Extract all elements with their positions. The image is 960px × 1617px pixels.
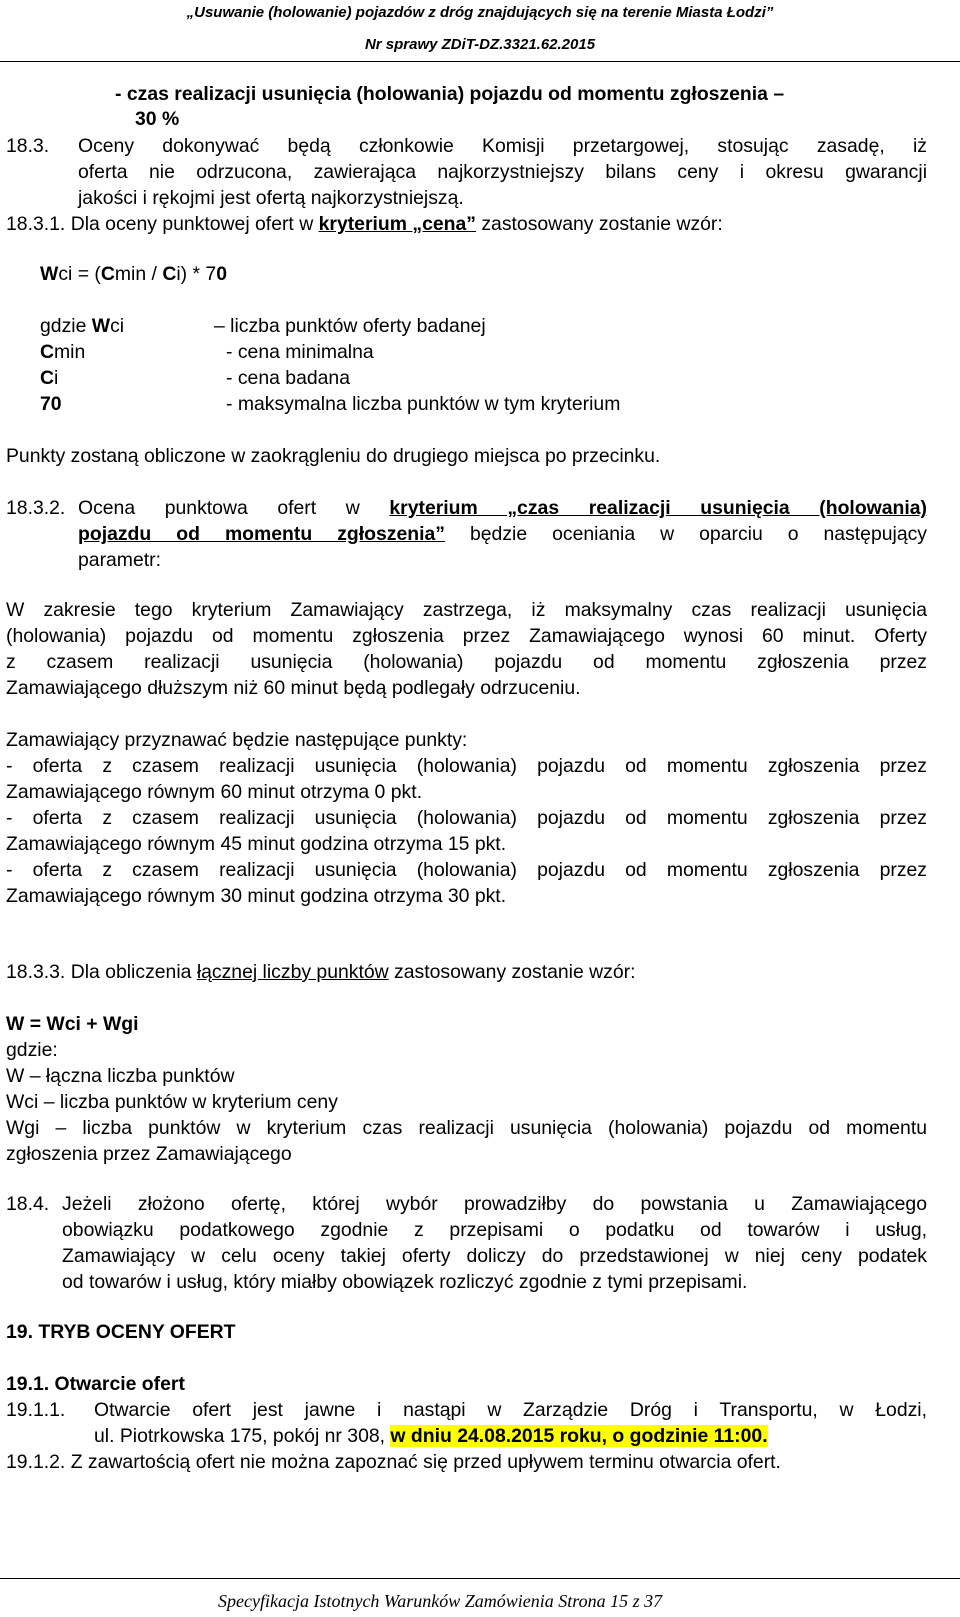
section-18-3-2-line3: parametr:	[78, 549, 161, 571]
points-item-60-line2: Zamawiającego równym 60 minut otrzyma 0 pkt.	[6, 781, 422, 803]
section-18-3-3: 18.3.3. Dla obliczenia łącznej liczby punktów zastosowany zostanie wzór:	[6, 961, 636, 983]
price-formula: Wci = (Cmin / Ci) * 70	[40, 263, 227, 285]
total-formula-where: gdzie:	[6, 1039, 58, 1061]
section-18-3-line1: Oceny dokonywać będą członkowie Komisji przetargowej, stosując zasadę, iż	[78, 135, 927, 157]
section-18-4-line1: Jeżeli złożono ofertę, której wybór prowadziłby do powstania u Zamawiającego	[62, 1193, 927, 1215]
points-item-60-line1: - oferta z czasem realizacji usunięcia (holowania) pojazdu od momentu zgłoszenia przez	[6, 755, 927, 777]
points-item-30-line1: - oferta z czasem realizacji usunięcia (holowania) pojazdu od momentu zgłoszenia przez	[6, 859, 927, 881]
where-cmin-term: Cmin	[40, 341, 86, 363]
page-total: 37	[644, 1591, 663, 1611]
where-70-term: 70	[40, 393, 62, 415]
section-18-3-2-line1: Ocena punktowa ofert w kryterium „czas realizacji usunięcia (holowania)	[78, 497, 928, 519]
criterion-time-label: kryterium „czas realizacji usunięcia (holowania)	[389, 497, 928, 519]
section-18-4-line3: Zamawiający w celu oceny takiej oferty doliczy do przedstawionej w niej ceny podatek	[62, 1245, 927, 1267]
section-18-3-2-number: 18.3.2.	[6, 497, 66, 519]
opening-date-highlight: w dniu 24.08.2015 roku, o godzinie 11:00.	[390, 1425, 768, 1447]
section-19-1-1-number: 19.1.1.	[6, 1399, 66, 1421]
section-18-3-line3: jakości i rękojmi jest ofertą najkorzystniejszą.	[78, 187, 464, 209]
total-points-label: łącznej liczby punktów	[196, 961, 389, 983]
section-18-4-line2: obowiązku podatkowego zgodnie z przepisami o podatku od towarów i usług,	[62, 1219, 927, 1241]
paragraph-max-time-3: z czasem realizacji usunięcia (holowania) pojazdu od momentu zgłoszenia przez	[6, 651, 927, 673]
section-18-3-3-number: 18.3.3.	[6, 961, 66, 983]
header-title: „Usuwanie (holowanie) pojazdów z dróg znajdujących się na terenie Miasta Łodzi”	[186, 4, 774, 21]
section-18-3-1-pre: Dla oceny punktowej ofert w	[70, 213, 314, 235]
section-19-1-2: 19.1.2. Z zawartością ofert nie można zapoznać się przed upływem terminu otwarcia ofert.	[6, 1451, 781, 1473]
where-cmin-desc: - cena minimalna	[226, 341, 374, 363]
paragraph-max-time-1: W zakresie tego kryterium Zamawiający zastrzega, iż maksymalny czas realizacji usunięcia	[6, 599, 927, 621]
section-18-3-2-line2: pojazdu od momentu zgłoszenia” będzie oceniania w oparciu o następujący	[78, 523, 928, 545]
where-70-desc: - maksymalna liczba punktów w tym kryterium	[226, 393, 621, 415]
criterion-price-label: kryterium „cena”	[318, 213, 476, 235]
section-18-3-1-post: zastosowany zostanie wzór:	[481, 213, 723, 235]
total-def-wci: Wci – liczba punktów w kryterium ceny	[6, 1091, 338, 1113]
section-19-1-heading: 19.1. Otwarcie ofert	[6, 1373, 185, 1395]
total-def-wgi-line2: zgłoszenia przez Zamawiającego	[6, 1143, 292, 1165]
total-def-wgi-line1: Wgi – liczba punktów w kryterium czas realizacji usunięcia (holowania) pojazdu od momentu	[6, 1117, 927, 1139]
points-item-45-line2: Zamawiającego równym 45 minut godzina otrzyma 15 pkt.	[6, 833, 507, 855]
page-header	[0, 0, 960, 62]
total-formula: W = Wci + Wgi	[6, 1013, 139, 1035]
section-19-1-1-line2: ul. Piotrkowska 175, pokój nr 308, w dniu 24.08.2015 roku, o godzinie 11:00.	[94, 1425, 768, 1447]
where-ci-term: Ci	[40, 367, 59, 389]
points-item-30-line2: Zamawiającego równym 30 minut godzina otrzyma 30 pkt.	[6, 885, 507, 907]
points-item-45-line1: - oferta z czasem realizacji usunięcia (holowania) pojazdu od momentu zgłoszenia przez	[6, 807, 927, 829]
page-number: 15	[610, 1591, 629, 1611]
section-18-4-line4: od towarów i usług, który miałby obowiązek rozliczyć zgodnie z tymi przepisami.	[62, 1271, 748, 1293]
footer-text: Specyfikacja Istotnych Warunków Zamówienia Strona 15 z 37	[218, 1591, 663, 1611]
points-intro: Zamawiający przyznawać będzie następujące punkty:	[6, 729, 468, 751]
where-wci-desc: – liczba punktów oferty badanej	[214, 315, 486, 337]
section-19-1-1-line1: Otwarcie ofert jest jawne i nastąpi w Zarządzie Dróg i Transportu, w Łodzi,	[94, 1399, 927, 1421]
section-18-3-1-number: 18.3.1.	[6, 213, 66, 235]
paragraph-max-time-2: (holowania) pojazdu od momentu zgłoszenia przez Zamawiającego wynosi 60 minut. Oferty	[6, 625, 927, 647]
where-wci-term: gdzie Wci	[40, 315, 125, 337]
paragraph-max-time-4: Zamawiającego dłuższym niż 60 minut będą podlegały odrzuceniu.	[6, 677, 581, 699]
page-footer	[0, 1578, 960, 1611]
total-def-w: W – łączna liczba punktów	[6, 1065, 235, 1087]
header-case-number: Nr sprawy ZDiT-DZ.3321.62.2015	[364, 36, 596, 53]
section-18-4-number: 18.4.	[6, 1193, 50, 1215]
section-18-3-1	[6, 211, 723, 237]
criterion-time-line1: - czas realizacji usunięcia (holowania) pojazdu od momentu zgłoszenia –	[115, 83, 785, 105]
criterion-time-weight: 30 %	[135, 108, 180, 130]
section-19-heading: 19. TRYB OCENY OFERT	[6, 1321, 236, 1343]
section-18-3-number: 18.3.	[6, 135, 50, 157]
section-18-3-line2: oferta nie odrzucona, zawierająca najkorzystniejszy bilans ceny i okresu gwarancji	[78, 161, 927, 183]
rounding-note: Punkty zostaną obliczone w zaokrągleniu do drugiego miejsca po przecinku.	[6, 445, 661, 467]
where-ci-desc: - cena badana	[226, 367, 350, 389]
